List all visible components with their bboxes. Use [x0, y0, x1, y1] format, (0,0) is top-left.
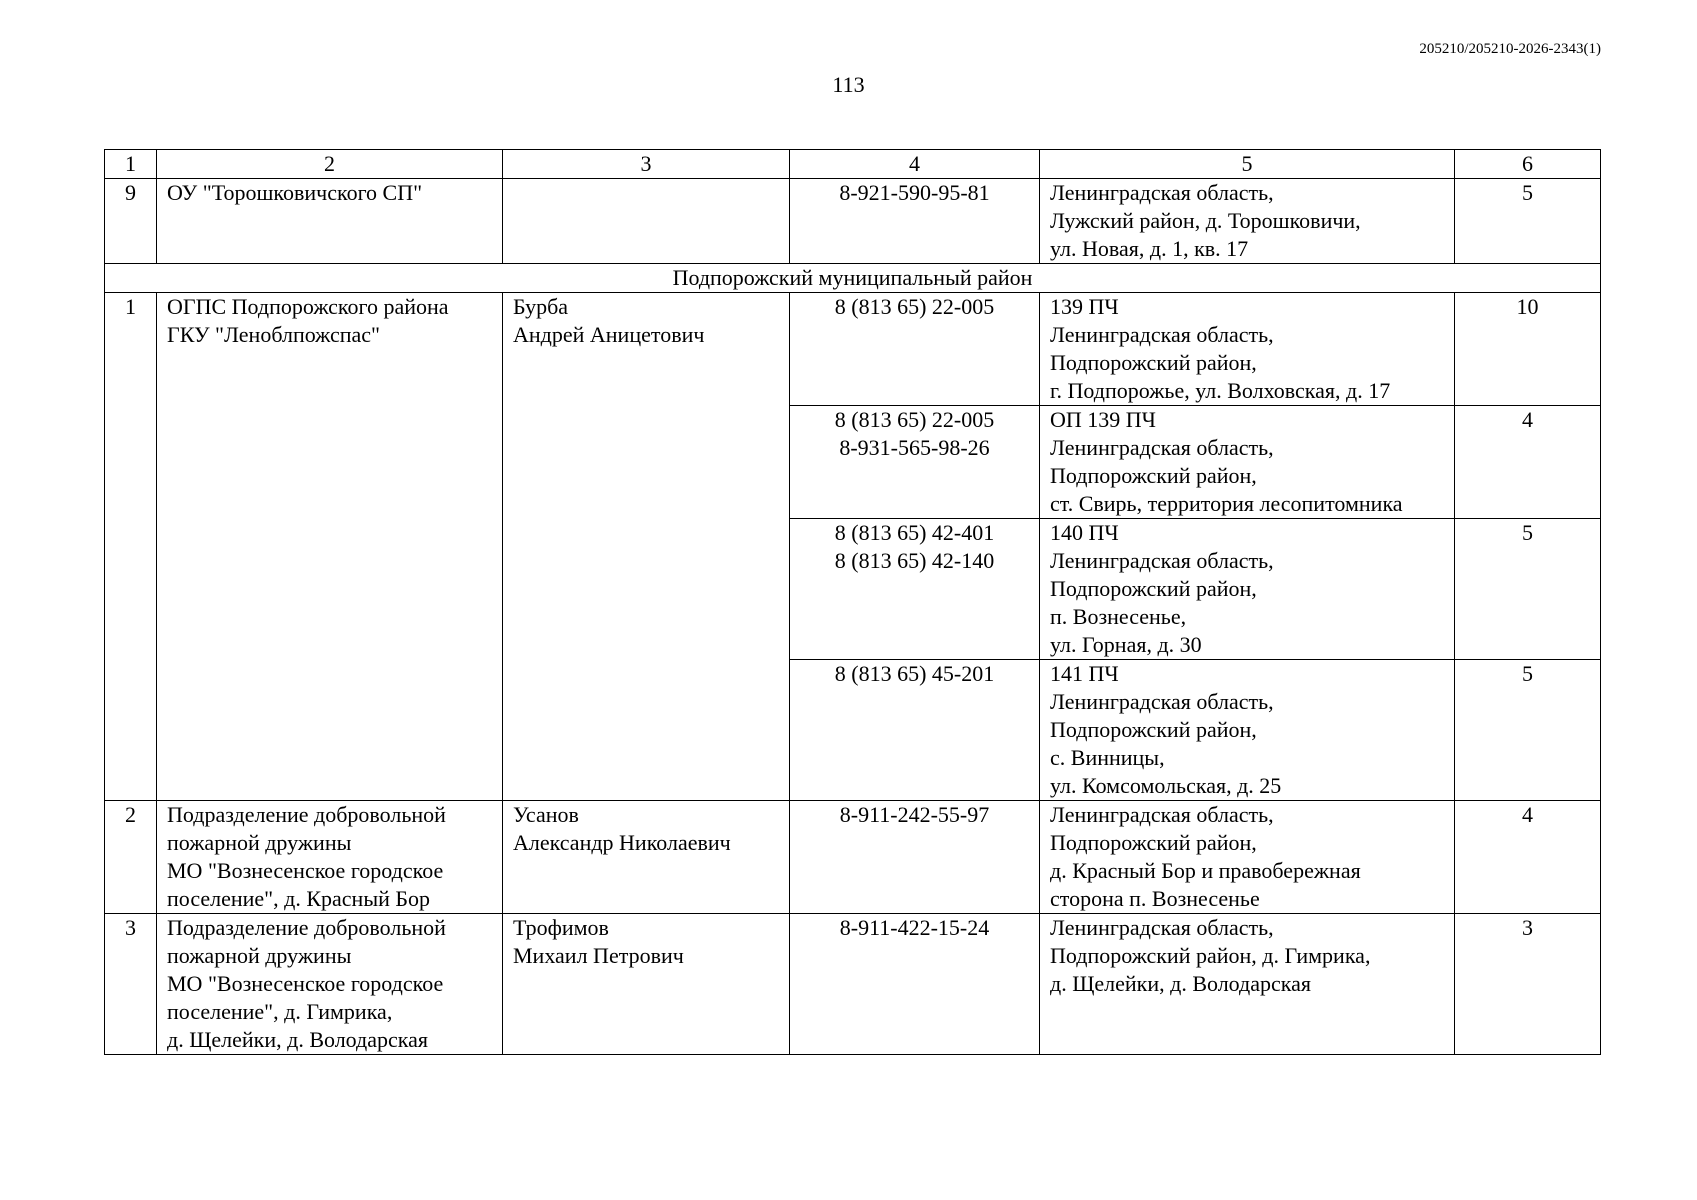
address-cell: Ленинградская область, Подпорожский район, д. Гимрика, д. Щелейки, д. Володарская: [1040, 914, 1455, 1055]
address-cell: Ленинградская область, Лужский район, д. Торошковичи, ул. Новая, д. 1, кв. 17: [1040, 179, 1455, 264]
organization-cell: ОУ "Торошковичского СП": [157, 179, 503, 264]
row-number: 1: [105, 293, 157, 801]
responsible-person-cell: Усанов Александр Николаевич: [503, 801, 790, 914]
responsible-person-cell: Трофимов Михаил Петрович: [503, 914, 790, 1055]
fire-units-table: [104, 149, 1601, 1055]
organization-cell: Подразделение добровольной пожарной дружины МО "Вознесенское городское поселение", д. Гимрика, д. Щелейки, д. Володарская: [157, 914, 503, 1055]
organization-cell: Подразделение добровольной пожарной дружины МО "Вознесенское городское поселение", д. Красный Бор: [157, 801, 503, 914]
table-row: [105, 179, 1601, 264]
phone-cell: 8 (813 65) 42-401 8 (813 65) 42-140: [790, 519, 1040, 660]
document-id: 205210/205210-2026-2343(1): [1419, 41, 1601, 57]
header-col-4: 4: [790, 150, 1040, 179]
page-number: 113: [832, 72, 865, 97]
row-number: 9: [105, 179, 157, 264]
responsible-person-cell: Бурба Андрей Аницетович: [503, 293, 790, 801]
header-col-6: 6: [1455, 150, 1601, 179]
header-col-3: 3: [503, 150, 790, 179]
section-title: Подпорожский муниципальный район: [105, 264, 1601, 293]
count-cell: 3: [1455, 914, 1601, 1055]
count-cell: 4: [1455, 406, 1601, 519]
header-col-1: 1: [105, 150, 157, 179]
count-cell: 5: [1455, 519, 1601, 660]
phone-cell: 8 (813 65) 45-201: [790, 660, 1040, 801]
count-cell: 4: [1455, 801, 1601, 914]
organization-cell: ОГПС Подпорожского района ГКУ "Леноблпожспас": [157, 293, 503, 801]
row-number: 3: [105, 914, 157, 1055]
phone-cell: 8 (813 65) 22-005: [790, 293, 1040, 406]
table-row: [105, 801, 1601, 914]
header-col-5: 5: [1040, 150, 1455, 179]
phone-cell: 8 (813 65) 22-005 8-931-565-98-26: [790, 406, 1040, 519]
address-cell: Ленинградская область, Подпорожский район, д. Красный Бор и правобережная сторона п. Вознесенье: [1040, 801, 1455, 914]
count-cell: 5: [1455, 660, 1601, 801]
address-cell: 139 ПЧ Ленинградская область, Подпорожский район, г. Подпорожье, ул. Волховская, д. 17: [1040, 293, 1455, 406]
responsible-person-cell: [503, 179, 790, 264]
address-cell: 140 ПЧ Ленинградская область, Подпорожский район, п. Вознесенье, ул. Горная, д. 30: [1040, 519, 1455, 660]
count-cell: 10: [1455, 293, 1601, 406]
phone-cell: 8-921-590-95-81: [790, 179, 1040, 264]
phone-cell: 8-911-422-15-24: [790, 914, 1040, 1055]
address-cell: ОП 139 ПЧ Ленинградская область, Подпорожский район, ст. Свирь, территория лесопитомника: [1040, 406, 1455, 519]
count-cell: 5: [1455, 179, 1601, 264]
table-row: [105, 293, 1601, 406]
address-cell: 141 ПЧ Ленинградская область, Подпорожский район, с. Винницы, ул. Комсомольская, д. 25: [1040, 660, 1455, 801]
phone-cell: 8-911-242-55-97: [790, 801, 1040, 914]
row-number: 2: [105, 801, 157, 914]
header-col-2: 2: [157, 150, 503, 179]
table-header-row: [105, 150, 1601, 179]
section-row: [105, 264, 1601, 293]
table-row: [105, 914, 1601, 1055]
